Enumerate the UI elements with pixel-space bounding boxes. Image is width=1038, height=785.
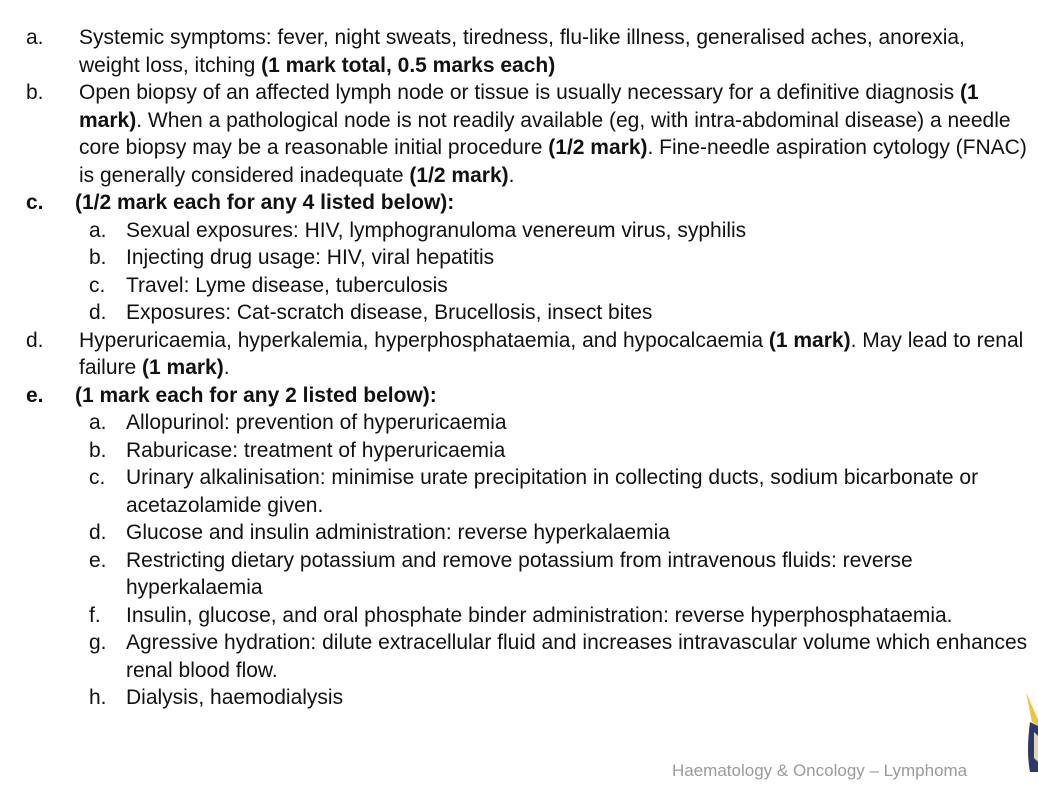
list-item-label: c. xyxy=(89,273,106,297)
answer-c-heading: (1/2 mark each for any 4 listed below): xyxy=(75,191,455,214)
list-item-label: g. xyxy=(89,631,107,654)
list-item xyxy=(0,272,1038,300)
list-item-label: c. xyxy=(89,466,106,489)
list-item-text: Exposures: Cat-scratch disease, Brucellosis, insect bites xyxy=(126,301,653,324)
answer-d xyxy=(0,327,1038,382)
list-item-text: Glucose and insulin administration: reverse hyperkalaemia xyxy=(126,521,670,544)
answer-b xyxy=(0,79,1038,189)
answer-d-text-3: . xyxy=(223,356,230,379)
answer-e-heading: (1 mark each for any 2 listed below): xyxy=(75,383,437,407)
list-item-text: Urinary alkalinisation: minimise urate precipitation in collecting ducts, sodium bicarbonate or acetazolamide given. xyxy=(126,466,979,517)
list-item xyxy=(0,437,1038,465)
list-item xyxy=(0,629,1038,684)
answer-b-mark-1: (1 mark) xyxy=(79,81,979,132)
list-item-text: Injecting drug usage: HIV, viral hepatitis xyxy=(126,246,495,269)
answer-b-text-4: . xyxy=(508,163,515,187)
answer-a-label: a. xyxy=(26,26,44,49)
list-item-text: Insulin, glucose, and oral phosphate binder administration: reverse hyperphosphataemia. xyxy=(126,603,953,627)
list-item xyxy=(0,684,1038,712)
list-item-label: d. xyxy=(89,301,107,324)
answer-b-text-1: Open biopsy of an affected lymph node or tissue is usually necessary for a definitive diagnosis xyxy=(79,81,960,104)
list-item-label: b. xyxy=(89,246,107,269)
answer-a-text: Systemic symptoms: fever, night sweats, tiredness, flu-like illness, generalised aches, anorexia, weight loss, itching xyxy=(79,26,965,77)
list-item xyxy=(0,464,1038,519)
answer-e xyxy=(0,382,1038,410)
answer-d-text-2: . May lead to renal failure xyxy=(79,328,1024,379)
list-item-text: Raburicase: treatment of hyperuricaemia xyxy=(126,438,506,462)
list-item-label: a. xyxy=(89,411,107,434)
list-item-text: Agressive hydration: dilute extracellular fluid and increases intravascular volume which enhances renal blood flow. xyxy=(126,631,1028,682)
answer-b-label: b. xyxy=(26,81,44,104)
list-item-label: h. xyxy=(89,686,107,709)
list-item xyxy=(0,409,1038,437)
answer-c-label: c. xyxy=(26,191,44,214)
answer-d-mark-1: (1 mark) xyxy=(768,328,851,352)
answer-e-label: e. xyxy=(26,383,44,407)
list-item xyxy=(0,519,1038,547)
answer-a-mark: (1 mark total, 0.5 marks each) xyxy=(261,53,556,77)
answer-d-mark-2: (1 mark) xyxy=(142,356,224,379)
answer-d-label: d. xyxy=(26,328,44,352)
list-item xyxy=(0,547,1038,602)
answer-b-mark-3: (1/2 mark) xyxy=(409,163,509,187)
answer-a xyxy=(0,24,1038,79)
list-item-label: b. xyxy=(89,438,107,462)
list-item-label: f. xyxy=(89,603,101,627)
footer-title: Haematology & Oncology – Lymphoma xyxy=(672,761,968,780)
list-item-text: Allopurinol: prevention of hyperuricaemia xyxy=(126,411,507,434)
list-item-text: Dialysis, haemodialysis xyxy=(126,686,344,709)
list-item-text: Restricting dietary potassium and remove potassium from intravenous fluids: reverse hyperkalaemia xyxy=(126,548,913,599)
list-item-label: e. xyxy=(89,548,107,572)
list-item xyxy=(0,299,1038,327)
answer-b-mark-2: (1/2 mark) xyxy=(548,136,648,159)
list-item-label: a. xyxy=(89,218,107,242)
list-item xyxy=(0,217,1038,245)
list-item xyxy=(0,602,1038,630)
corner-decoration-icon xyxy=(1022,692,1038,772)
list-item-text: Sexual exposures: HIV, lymphogranuloma venereum virus, syphilis xyxy=(126,218,747,242)
list-item-label: d. xyxy=(89,521,107,544)
list-item-text: Travel: Lyme disease, tuberculosis xyxy=(126,273,448,297)
answer-c xyxy=(0,189,1038,217)
list-item xyxy=(0,244,1038,272)
answer-b-text-3: . Fine-needle aspiration cytology (FNAC) is generally considered inadequate xyxy=(79,136,1027,187)
answer-d-text-1: Hyperuricaemia, hyperkalemia, hyperphosphataemia, and hypocalcaemia xyxy=(79,328,769,352)
answer-b-text-2: . When a pathological node is not readily available (eg, with intra-abdominal disease) a needle core biopsy may be a reasonable initial procedure xyxy=(79,108,1011,159)
